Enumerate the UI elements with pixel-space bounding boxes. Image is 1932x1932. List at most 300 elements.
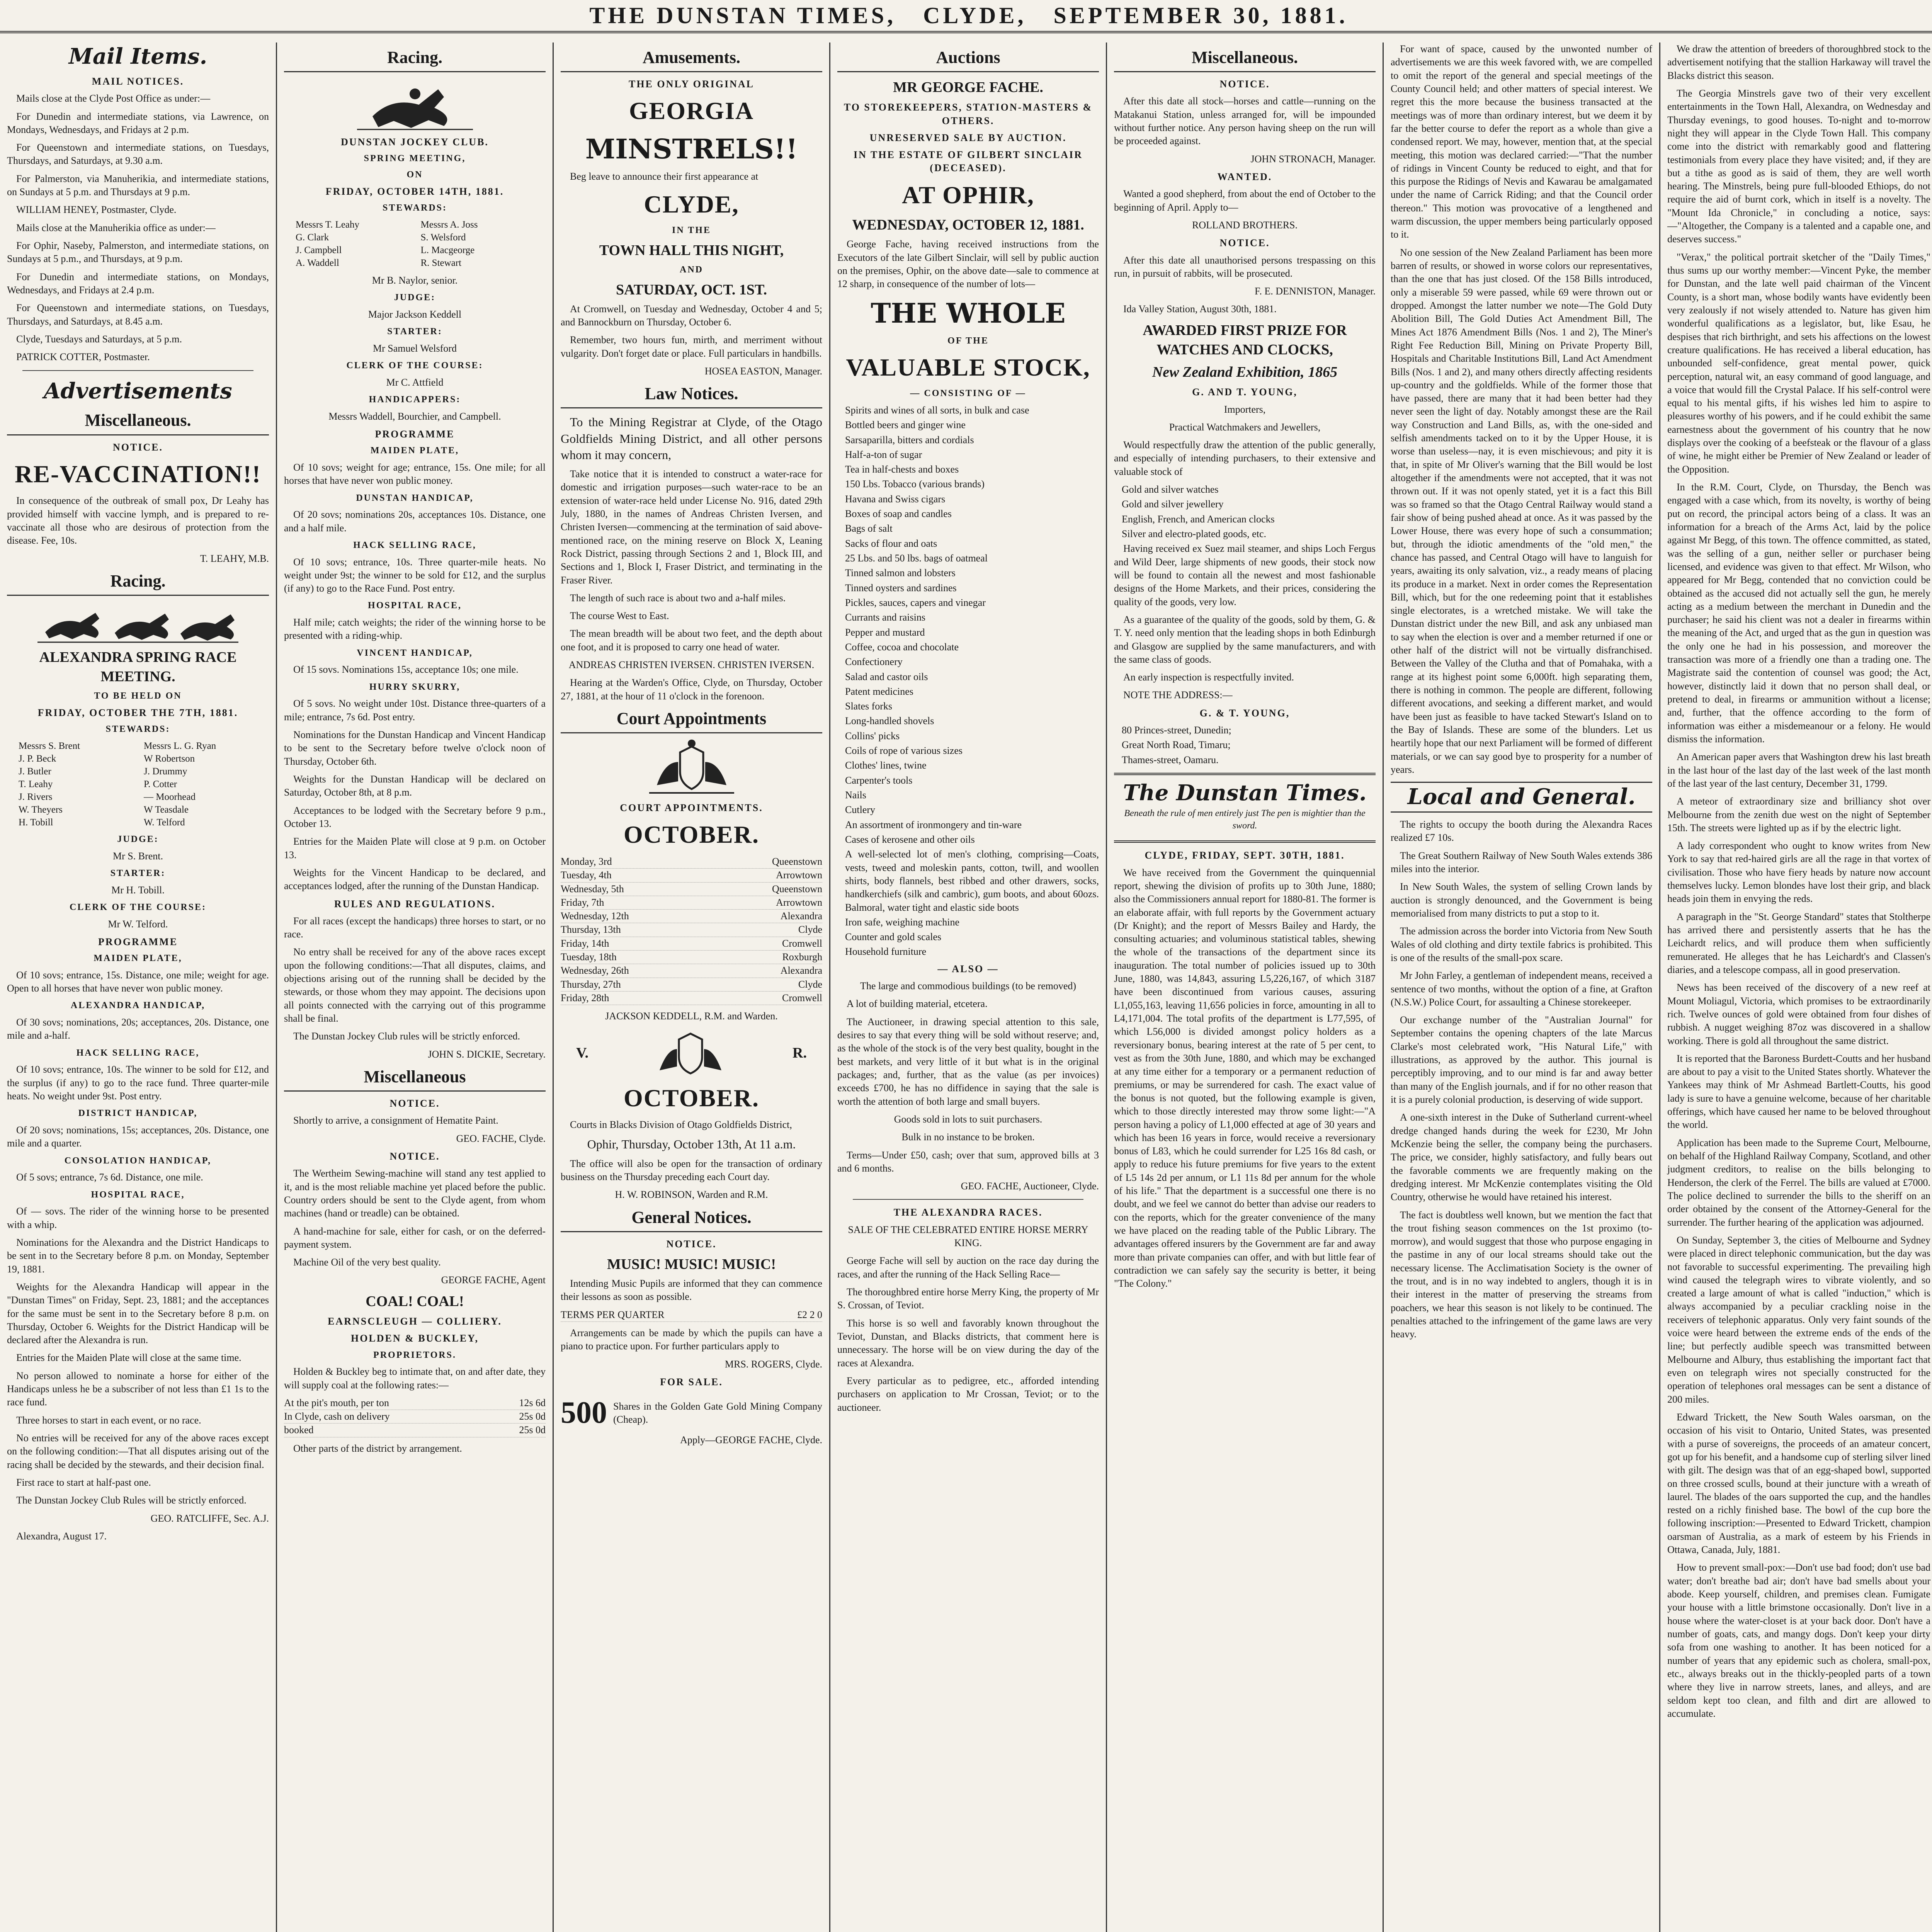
notice-title: NOTICE. (389, 1150, 440, 1162)
georgia-title: GEORGIA (629, 97, 754, 125)
court-sitting-label: Wednesday, 12th (561, 910, 629, 922)
court-sitting-value: Alexandra (780, 910, 822, 922)
mail-notice-line: For Dunedin and intermediate stations, via Lawrence, on Mondays, Wednesdays, and Fridays at 2 p.m. (7, 111, 269, 135)
news-item: An American paper avers that Washington drew his last breath in the last hour of the last day of the last week of the last month of the last year of the last century, December 31, 1799. (1667, 751, 1930, 789)
saturday-date: SATURDAY, OCT. 1ST. (616, 281, 767, 298)
editorial-dateline: CLYDE, FRIDAY, SEPT. 30TH, 1881. (1145, 850, 1345, 861)
race-conditions: Half mile; catch weights; the rider of the winning horse to be presented with a riding-whip. (284, 617, 546, 641)
alexandra-date: FRIDAY, OCTOBER THE 7TH, 1881. (37, 707, 238, 718)
editorial-paragraph: No one session of the New Zealand Parliament has been more barren of results, or showed in worse colors our representatives, than the one that has just closed. Of the 158 Bills introduced, only a miserable 59 were passed, while 69 were thrown out or dropped. Amongst the latter number we note—The Gold Duty Abolition Bill, The Gold Duties Act Amendment Bill, The Mines Act 1876 Amendment Bills (Nos. 1 and 2), The Miner's Right Fee Reduction Bill, Mining on Private Property Bill, Hospitals and Charitable Institutions Bill, Land Act Amendment Bills (Nos. 1 and 2), and many others directly affecting residents up-country and the goldfields. While of the former those that have passed, there are many that it had been better had they never seen the light of day. Notably amongst these are the Rail way Construction and Land Bills, as, with the one-sided and selfish amendments tacked on to it by the Upper House, it is worse than useless—nay, it is even mischievous; and pity it is that, in spite of Mr Oliver's warning that the Bill would be lost altogether if the amendments were not accepted, that it was not thrown out. If it was not openly stated, yet it is a fact this Bill was so framed so that the Otago Central Railway would stand a fair show of being pushed ahead at once. As it was passed by the Lower House, there was every hope of such a consummation; but, through the idiotic amendments of the "old men," the chance has passed, and Central Otago will have to languish for years, awaiting its only salvation, viz., a ready means of placing its produce in a market. Next in order comes the Representation Bill, which, but for the one redeeming point that it establishes single electorates, is a wretched mistake. We will take the Dunstan district under the new Bill, and ask any unbiased man to say when the election is over and a member returned if one or other half of the district will not be virtually disfranchised. Between the Valley of the Clutha and that of Pomahaka, with a range at its highest point some 6,000ft. high separating them, there is nothing in common. The people are different, following different avocations, and seeking a different market, and would have been just as feasible to have tacked Stewart's Island on to the Bay of Islands. These are some of the blunders. Let us heartily hope that our next Parliament will be formed of different materials, or we can say good bye to prosperity for a number of years. (1391, 247, 1652, 775)
valuable-stock: VALUABLE STOCK, (846, 353, 1090, 381)
trespass-notice: After this date all unauthorised persons trespassing on this run, in pursuit of rabbits, will be prosecuted. (1114, 254, 1376, 279)
minstrels-announce: Beg leave to announce their first appearance at (570, 171, 759, 182)
stewards-label: STEWARDS: (105, 724, 170, 735)
stock-item: Collins' picks (845, 730, 900, 742)
wertheim-signature: GEORGE FACHE, Agent (441, 1274, 546, 1286)
nz-exhibition: New Zealand Exhibition, 1865 (1152, 364, 1338, 381)
stock-item: Sarsaparilla, bitters and cordials (845, 434, 974, 446)
news-item: News has been received of the discovery of a new reef at Mount Moliagul, Victoria, which promises to be extraordinarily rich. Twelve ounces of gold were obtained from four dishes of rubbish. A nugget weighing 87oz was discovered in a shallow working. There is gold all throughout the same district. (1667, 982, 1930, 1046)
manuherikia-line: For Dunedin and intermediate stations, on Mondays, Wednesdays, and Fridays at 2.4 p.m. (7, 271, 269, 296)
mail-notice-line: For Queenstown and intermediate stations, on Tuesdays, Thursdays, and Saturdays, at 9.30 a.m. (7, 142, 269, 167)
column-4 (830, 43, 1106, 1932)
court-sittings (561, 855, 822, 1005)
court-sitting-value: Roxburgh (782, 951, 822, 963)
race-name: HURRY SKURRY, (369, 682, 461, 692)
race-name: CONSOLATION HANDICAP, (64, 1155, 212, 1166)
race-rule: No person allowed to nominate a horse for either of the Handicaps unless he be a subscriber of not less than £1 1s to the race fund. (7, 1370, 269, 1408)
in-the: IN THE (672, 225, 711, 236)
notice-title: NOTICE. (666, 1238, 717, 1250)
manuherikia-line: For Queenstown and intermediate stations, on Tuesdays, Thursdays, and Saturdays, at 8.45 a.m. (7, 302, 269, 327)
young-goods-list (1114, 483, 1376, 541)
gilbert-estate: IN THE ESTATE OF GILBERT SINCLAIR (DECEASED). (854, 149, 1083, 174)
minstrels-title: MINSTRELS!! (585, 133, 798, 165)
building-material: A lot of building material, etcetera. (847, 998, 988, 1010)
for-sale-title: FOR SALE. (660, 1376, 723, 1388)
young-guarantee: As a guarantee of the quality of the goods, sold by them, G. & T. Y. need only mention that the leading shops in both Edinburgh and Glasgow are supplied by the same manufacturers, and with the same class of goods. (1114, 614, 1376, 665)
rolland-signature: ROLLAND BROTHERS. (1192, 219, 1298, 231)
coal-rate (284, 1396, 546, 1410)
coal-title: COAL! COAL! (366, 1293, 464, 1310)
royal-arms-emblem (561, 739, 822, 797)
proprietors-label: PROPRIETORS. (373, 1350, 456, 1360)
steward-name: W Robertson (144, 753, 195, 764)
stock-item: Nails (845, 789, 866, 801)
judge-label: JUDGE: (117, 834, 159, 844)
vr-emblem (561, 1028, 822, 1078)
local-item: The rights to occupy the booth during the Alexandra Races realized £7 10s. (1391, 819, 1652, 844)
news-item: "Verax," the political portrait sketcher of the "Daily Times," thus sums up our worthy member:—Vincent Pyke, the member for Dunstan, and the late well paid chairman of the Vincent County, is a short man, whose bodily wants have evidently been very zealously if not wisely attended to. Nature has given him wonderful qualifications as a legislator, but, like Esau, he despises that rich birthright, and sets his affections on the lowest creature qualifications. He has received a liberal education, has unbounded self-confidence, great mental power, quick perception, natural wit, an easy command of good language, and a voice that would fill the Crystal Palace. If his self-control were equal to his mental gifts, if his wishes led him to aspire to pleasures worthy of his powers, and if he could exhibit the same earnestness about the government of his country that he now displays over the cooking of a beefsteak or the flavour of a glass of wine, he might either be Premier of New Zealand or leader of the Opposition. (1667, 251, 1930, 475)
race-name: VINCENT HANDICAP, (357, 648, 473, 658)
coal-rates (284, 1396, 546, 1437)
rogers-signature: MRS. ROGERS, Clyde. (724, 1358, 822, 1370)
awarded-title: AWARDED FIRST PRIZE FOR WATCHES AND CLOCKS, (1143, 322, 1347, 358)
hearing-text: Hearing at the Warden's Office, Clyde, on Thursday, October 27, 1881, at the hour of 11 o'clock in the forenoon. (561, 677, 822, 702)
horse-particulars: Every particular as to pedigree, etc., afforded intending purchasers on application to Mr Crossan, Teviot; or to the auctioneer. (837, 1375, 1099, 1413)
secretary-signature: JOHN S. DICKIE, Secretary. (428, 1048, 546, 1060)
steward-name: W. Telford (144, 817, 185, 828)
court-sitting (561, 923, 822, 937)
judge-label: JUDGE: (394, 293, 436, 303)
alexandra-meeting-title: ALEXANDRA SPRING RACE MEETING. (39, 649, 237, 685)
court-sitting-label: Thursday, 13th (561, 924, 621, 935)
stock-item: Confectionery (845, 656, 903, 668)
shepherd-ad: Wanted a good shepherd, from about the end of October to the beginning of April. Apply to— (1114, 188, 1376, 213)
manuherikia-line: PATRICK COTTER, Postmaster. (16, 351, 150, 363)
advertisements-heading: Advertisements (44, 378, 232, 404)
race-conditions: Of 5 sovs. No weight under 10st. Distance three-quarters of a mile; entrance, 7s 6d. Post entry. (284, 698, 546, 723)
naylor-name: Mr B. Naylor, senior. (372, 274, 458, 286)
stock-item: Cases of kerosene and other oils (845, 833, 975, 845)
race-name: DUNSTAN HANDICAP, (356, 493, 474, 503)
race-rule: The Dunstan Jockey Club Rules will be strictly enforced. (16, 1495, 247, 1506)
stock-item: Slates forks (845, 701, 893, 712)
steward-name: A. Waddell (296, 257, 339, 268)
stock-item: Iron safe, weighing machine (845, 916, 960, 928)
race-rule: Weights for the Alexandra Handicap will appear in the "Dunstan Times" on Friday, Sept. 23, 1881; and the acceptances for the same must be sent in to the Secretary before 8 p.m. on Thursday, October 6. Weights for the District Handicap will be declared after the Alexandra is run. (7, 1281, 269, 1346)
easton-signature: HOSEA EASTON, Manager. (704, 365, 822, 377)
stock-item: Pepper and mustard (845, 626, 925, 638)
auctioneer-note: The Auctioneer, in drawing special attention to this sale, desires to say that every thing will be sold without reserve; and, as the whole of the stock is of the very best quality, bought in the best markets, and very little of it but what is in the original packages; and, further, that as the value (as per invoices) exceeds £700, he has no diffidence in saying that the sale is worth the attention of both large and small buyers. (837, 1016, 1099, 1107)
music-terms (561, 1308, 822, 1322)
news-item: Edward Trickett, the New South Wales oarsman, on the occasion of his visit to Ontario, United States, was presented with a purse of sovereigns, the proceeds of an amateur concert, got up for his benefit, and a handsome cup of sterling silver lined with gilt. The design was that of an egg-shaped bowl, supported on three crossed sculls, bound at their juncture with a wreath of laurel. The blades of the oars supported the cup, and the handles rested on a richly finished base. The bowl of the cup bore the following inscription:—Presented to Edward Trickett, champion oarsman of Australia, as a mark of esteem by his Friends in Ottawa, Canada, July, 1881. (1667, 1411, 1930, 1556)
court-sitting-value: Cromwell (782, 937, 822, 949)
young-inspection: An early inspection is respectfully invited. (1123, 672, 1294, 683)
revaccination-title: RE-VACCINATION!! (15, 460, 261, 488)
court-sitting (561, 855, 822, 869)
news-item: A meteor of extraordinary size and brilliancy shot over Melbourne from the zenith due west on the night of September 15th. The streets were lighted up as if by the electric light. (1667, 796, 1930, 833)
hematite-signature: GEO. FACHE, Clyde. (456, 1133, 546, 1144)
coal-rate-label: At the pit's mouth, per ton (284, 1397, 389, 1408)
court-sitting (561, 910, 822, 923)
vr-v: V. (576, 1044, 589, 1061)
race-breadth: The mean breadth will be about two feet, and the depth about one foot, and it is proposed to carry one head of water. (561, 628, 822, 653)
sale-date: WEDNESDAY, OCTOBER 12, 1881. (852, 217, 1084, 233)
masthead (0, 0, 1932, 33)
clerk-label: CLERK OF THE COURSE: (69, 902, 207, 912)
alexandra-held-on: TO BE HELD ON (94, 691, 182, 701)
steward-name: Messrs L. G. Ryan (144, 740, 216, 751)
secretary-signature: GEO. RATCLIFFE, Sec. A.J. (150, 1512, 269, 1524)
remember-text: Remember, two hours fun, mirth, and merriment without vulgarity. Don't forget date or place. Full particulars in handbills. (561, 334, 822, 359)
local-item: The admission across the border into Victoria from New South Wales of old clothing and dirty textile fabrics is prohibited. This is one of the results of the small-pox scare. (1391, 925, 1652, 963)
paper-motto: Beneath the rule of men entirely just The pen is mightier than the sword. (1124, 808, 1366, 831)
stock-item: Havana and Swiss cigars (845, 493, 946, 505)
paper-name: The Dunstan Times. (1123, 780, 1367, 806)
fache-instructions: George Fache, having received instructions from the Executors of the late Gilbert Sinclair, will sell by public auction on the premises, Ophir, on the above date—sale to commence at 12 sharp, in consequence of the number of lots— (837, 238, 1099, 290)
of-the: OF THE (947, 336, 989, 346)
steward-name: J. Drummy (144, 766, 187, 777)
only-original: THE ONLY ORIGINAL (628, 78, 755, 90)
paper-nameplate (1114, 773, 1376, 843)
young-intro: Would respectfully draw the attention of the public generally, and especially of intending purchasers, to their extensive and valuable stock of (1114, 439, 1376, 477)
young-addresses (1114, 724, 1376, 767)
race-note: Acceptances to be lodged with the Secretary before 9 p.m., October 13. (284, 804, 546, 829)
wertheim-text: The Wertheim Sewing-machine will stand any test applied to it, and is the most reliable machine yet placed before the public. Country orders should be sent to the Clyde agent, from whom machines (hand or treadle) can be obtained. (284, 1168, 546, 1219)
steward-name: J. Butler (19, 766, 51, 777)
steward-name: J. P. Beck (19, 753, 56, 764)
court-sitting (561, 869, 822, 882)
racing-heading: Racing. (284, 46, 546, 72)
race-conditions: Of 5 sovs; entrance, 7s 6d. Distance, one mile. (16, 1172, 203, 1183)
matakanui-notice: After this date all stock—horses and cattle—running on the Matakanui Station, unless arranged for, will be impounded without further notice. Any person having sheep on the run will be proceeded against. (1114, 95, 1376, 147)
court-sitting-value: Arrowtown (776, 869, 822, 881)
steward-name: G. Clark (296, 232, 329, 243)
steward-name: S. Welsford (420, 232, 466, 243)
editorial-text (1391, 43, 1652, 776)
law-notices-heading: Law Notices. (561, 383, 822, 408)
hematite-text: Shortly to arrive, a consignment of Hematite Paint. (293, 1115, 498, 1126)
race-name: MAIDEN PLATE, (94, 953, 182, 964)
revaccination-signature: T. LEAHY, M.B. (200, 553, 269, 564)
masthead-title: THE DUNSTAN TIMES, (589, 2, 896, 28)
young-shipments: Having received ex Suez mail steamer, and ships Loch Fergus and Wild Deer, large shipments of new goods, their stock now will be found to contain all the newest and most fashionable designs of the Home Markets, and their prices, considering the quality of the goods, very low. (1114, 543, 1376, 607)
race-name: DISTRICT HANDICAP, (78, 1108, 198, 1119)
steward-name: Messrs A. Joss (420, 219, 478, 230)
stock-item: Clothes' lines, twine (845, 760, 927, 771)
stock-item: Sacks of flour and oats (845, 537, 937, 549)
crest-icon (652, 1028, 729, 1078)
race-rule: Entries for the Maiden Plate will close at the same time. (16, 1352, 242, 1364)
coal-rate-label: In Clyde, cash on delivery (284, 1411, 390, 1422)
programme-title: PROGRAMME (98, 936, 178, 947)
unreserved-sale: UNRESERVED SALE BY AUCTION. (869, 132, 1067, 143)
race-name: HOSPITAL RACE, (91, 1189, 185, 1200)
robinson-signature: H. W. ROBINSON, Warden and R.M. (615, 1189, 768, 1201)
stock-item: Household furniture (845, 946, 927, 957)
iversen-signature: ANDREAS CHRISTEN IVERSEN. CHRISTEN IVERSEN. (568, 659, 815, 671)
clerk-name: Mr C. Attfield (386, 376, 444, 388)
news-item: How to prevent small-pox:—Don't use bad food; don't use bad water; don't breathe bad air; don't have bad smells about your abode. Keep yourself, children, and premises clean. Fumigate your house with a little brimstone occasionally. Don't live in a house where the water-closet is at your back door. Don't have a number of goats, cats, and mangy dogs. Don't keep your dirty sofa from one washing to another. It has been noticed for a number of years that any epidemic such as cholera, small-pox, etc., always breaks out in the thickly-peopled parts of a town where they live in narrow streets, lanes, and alleys, and are seldom kept too clean, and filth and dirt are allowed to accumulate. (1667, 1562, 1930, 1719)
buildings-text: The large and commodious buildings (to be removed) (860, 980, 1077, 992)
race-conditions: Of 10 sovs; weight for age; entrance, 15s. One mile; for all horses that have never won public money. (284, 461, 546, 486)
starter-name: Mr Samuel Welsford (373, 342, 457, 354)
sale-horse-title: SALE OF THE CELEBRATED ENTIRE HORSE MERRY KING. (848, 1224, 1088, 1249)
water-race-notice: Take notice that it is intended to construct a water-race for domestic and irrigation purposes—such water-race to be an extension of water-race held under License No. 916, dated 29th July, 1880, in the names of Andreas Christen Iversen, and Christen Iversen—commencing at the termination of said above-mentioned race, on the mining reserve on Block X, Leaning Rock District, passing through Sections 2 and 1, Block III, and Sections and 1, Block I, Fraser District, and terminating in the Fraser River. (561, 468, 822, 586)
column-5 (1107, 43, 1383, 1932)
young-address: Great North Road, Timaru; (1122, 739, 1231, 751)
news-item: Application has been made to the Supreme Court, Melbourne, on behalf of the Highland Railway Company, Scotland, and other judgment creditors, to realise on the bills belonging to Henderson, the clerk of the Ferrel. The bills are valued at £7000. The police declined to surrender the bills to the sheriff on an order obtained by the consent of the Attorney-General for the surrender. The further hearing of the application was adjourned. (1667, 1137, 1930, 1228)
court-sitting-value: Clyde (798, 978, 822, 990)
notice-title: NOTICE. (389, 1098, 440, 1109)
masthead-place: CLYDE, (923, 2, 1027, 28)
steward-name: J. Campbell (296, 245, 342, 255)
race-programme (7, 952, 269, 1231)
young-name-2: G. & T. YOUNG, (1199, 707, 1290, 719)
mail-notice-line: Mails close at the Clyde Post Office as under:— (16, 93, 211, 104)
merry-king-text: The thoroughbred entire horse Merry King, the property of Mr S. Crossan, of Teviot. (837, 1286, 1099, 1311)
auctions-heading: Auctions (837, 46, 1099, 72)
steward-name: — Moorhead (144, 791, 196, 802)
shares-ad (561, 1393, 822, 1434)
terms-value: £2 2 0 (797, 1309, 822, 1320)
cromwell-dates: At Cromwell, on Tuesday and Wednesday, October 4 and 5; and Bannockburn on Thursday, October 6. (561, 303, 822, 328)
court-sitting-value: Queenstown (772, 855, 822, 867)
court-appointments-heading: Court Appointments (561, 707, 822, 733)
stronach-signature: JOHN STRONACH, Manager. (1250, 153, 1376, 165)
judge-name: Major Jackson Keddell (368, 308, 462, 320)
court-sitting (561, 951, 822, 964)
horse-race-engraving (7, 601, 269, 644)
steward-name: J. Rivers (19, 791, 53, 802)
court-sitting-label: Friday, 14th (561, 937, 609, 949)
revaccination-text: In consequence of the outbreak of small pox, Dr Leahy has provided himself with vaccine lymph, and is prepared to re-vaccinate all those who are desirous of protection from the disease. Fee, 10s. (7, 495, 269, 546)
stock-item: 150 Lbs. Tobacco (various brands) (845, 478, 985, 490)
race-rule: No entries will be received for any of the above races except on the following condition:—That all disputes arising out of the racing shall be decided by the stewards, and their decision final. (7, 1432, 269, 1470)
registrar-address: To the Mining Registrar at Clyde, of the Otago Goldfields Mining District, and all other persons whom it may concern, (561, 415, 822, 462)
local-item: The Great Southern Railway of New South Wales extends 386 miles into the interior. (1391, 850, 1652, 875)
steward-name: R. Stewart (420, 257, 462, 268)
column-3 (554, 43, 829, 1932)
local-general-heading: Local and General. (1391, 782, 1652, 813)
stock-item: Pickles, sauces, capers and vinegar (845, 597, 986, 608)
young-goods-item: Silver and electro-plated goods, etc. (1122, 528, 1266, 540)
horse-sale-text: George Fache will sell by auction on the race day during the races, and after the running of the Hack Selling Race— (837, 1255, 1099, 1280)
stock-item: Coffee, cocoa and chocolate (845, 641, 959, 653)
jockey-engraving (284, 78, 546, 132)
wertheim-sale: A hand-machine for sale, either for cash, or on the deferred-payment system. (284, 1225, 546, 1250)
court-sitting (561, 883, 822, 896)
race-name: HOSPITAL RACE, (368, 600, 462, 611)
race-conditions: Of 15 sovs. Nominations 15s, acceptance 10s; one mile. (293, 664, 519, 675)
young-goods-item: Gold and silver watches (1122, 484, 1219, 495)
clerk-label: CLERK OF THE COURSE: (346, 361, 483, 371)
court-appointments-title: COURT APPOINTMENTS. (620, 802, 763, 814)
court-sitting-label: Monday, 3rd (561, 855, 612, 867)
importers-label: Importers, (1224, 403, 1266, 415)
race-conditions: Of 10 sovs; entrance, 10s. The winner to be sold for £12, and the surplus (if any) to go to the race fund. Three quarter-mile heats. No weight under 9st. Post entry. (7, 1064, 269, 1102)
column-7 (1660, 43, 1932, 1932)
general-notices-heading: General Notices. (561, 1206, 822, 1232)
stock-item: Coils of rope of various sizes (845, 745, 963, 757)
race-rule: For all races (except the handicaps) three horses to start, or no race. (284, 915, 546, 940)
local-item: A one-sixth interest in the Duke of Sutherland current-wheel dredge changed hands during the week for £230, Mr John McKenzie being the seller, the company being the purchasers. The price, we consider, highly satisfactory, and fully bears out the favorable comments we are frequently making on the dredging interest. Mr McKenzie contemplates visiting the Old Country, otherwise he would have retained his interest. (1391, 1112, 1652, 1203)
stock-item: Patent medicines (845, 685, 913, 697)
young-goods-item: Gold and silver jewellery (1122, 498, 1224, 510)
court-sitting-label: Wednesday, 26th (561, 965, 629, 976)
holden-text: Holden & Buckley beg to intimate that, on and after date, they will supply coal at the following rates:— (284, 1366, 546, 1391)
coal-rate-value: 12s 6d (519, 1397, 546, 1408)
news-item: We draw the attention of breeders of thoroughbred stock to the advertisement notifying that the stallion Harkaway will travel the Blacks district this season. (1667, 43, 1930, 81)
stock-item: Long-handled shovels (845, 715, 934, 727)
court-sitting (561, 964, 822, 978)
goods-lots: Goods sold in lots to suit purchasers. (894, 1113, 1043, 1125)
fache-title: MR GEORGE FACHE. (893, 79, 1043, 96)
court-sitting-value: Arrowtown (776, 896, 822, 908)
manuherikia-line: Clyde, Tuesdays and Saturdays, at 5 p.m. (16, 333, 182, 345)
steward-name: W Teasdale (144, 804, 189, 815)
news-items (1667, 43, 1930, 1720)
news-item: A lady correspondent who ought to know writes from New York to say that red-haired girls are all the rage in that vortex of civilisation. Those who have fiery heads by nature now account themselves lucky. Lemon blondes have lost their grip, and black heads join them in envying the reds. (1667, 840, 1930, 905)
race-rules (284, 915, 546, 1043)
news-item: It is reported that the Baroness Burdett-Coutts and her husband are about to pay a visit to the United States shortly. Whatever the Yankees may think of Mr Ashmead Bartlett-Coutts, his good lady is sure to have a genuine welcome, because of her charitable offerings, which have caused her name to be beloved throughout the world. (1667, 1053, 1930, 1131)
court-sitting-label: Tuesday, 18th (561, 951, 617, 963)
steward-name: L. Macgeorge (420, 245, 475, 255)
clyde-title: CLYDE, (644, 190, 739, 218)
arrangements-text: Arrangements can be made by which the pupils can have a piano to practice upon. For further particulars apply to (561, 1327, 822, 1352)
column-2 (277, 43, 553, 1932)
programme-title: PROGRAMME (375, 428, 455, 440)
alexandra-races-title: THE ALEXANDRA RACES. (893, 1207, 1043, 1218)
ida-valley-date: Ida Valley Station, August 30th, 1881. (1123, 303, 1277, 315)
mail-notices-title: MAIL NOTICES. (92, 75, 184, 87)
steward-name: H. Tobill (19, 817, 53, 828)
race-conditions: Of — sovs. The rider of the winning horse to be presented with a whip. (7, 1206, 269, 1230)
keddell-signature: JACKSON KEDDELL, R.M. and Warden. (605, 1010, 778, 1022)
town-hall: TOWN HALL THIS NIGHT, (599, 242, 784, 259)
local-item: The fact is doubtless well known, but we mention the fact that the trout fishing season commences on the 1st proximo (to-morrow), and would suggest that those who purpose engaging in the pastime in any of our local streams should take out the necessary license. The Acclimatisation Society is the owner of the trout, and is in no way indebted to anglers, though it is in their interest in the matter of preserving the streams from poachers, we hear this season is not likely to be continued. The penalties attached to the infringement of the game laws are very heavy. (1391, 1209, 1652, 1340)
starter-label: STARTER: (110, 868, 166, 878)
court-sitting-label: Tuesday, 4th (561, 869, 612, 881)
terms-text: Terms—Under £50, cash; over that sum, approved bills at 3 and 6 months. (837, 1149, 1099, 1174)
stock-item: Bags of salt (845, 523, 893, 534)
stock-item: Tea in half-chests and boxes (845, 464, 959, 475)
starter-label: STARTER: (387, 327, 442, 337)
race-rule: Three horses to start in each event, or no race. (16, 1414, 201, 1426)
column-6 (1384, 43, 1659, 1932)
notice-title: NOTICE. (1219, 237, 1270, 249)
vr-r: R. (793, 1044, 807, 1061)
news-item: The Georgia Minstrels gave two of their very excellent entertainments in the Town Hall, Alexandra, on Wednesday and Thursday evenings, to good houses. To-night and to-morrow night they will appear in the Clyde Town Hall. This company come into the district with remarkably good and flattering testimonials from every place they have visited; and, if they are but a tithe as good as is said of them, they are well worth hearing. The Minstrels, being pure full-blooded Ethiops, do not require the aid of burnt cork, which in itself is a novelty. The "Mount Ida Chronicle," in concluding a notice, says:—"Altogether, the Company is a talented and a capable one, and deserves success." (1667, 87, 1930, 245)
race-conditions: Of 20 sovs; nominations, 15s; acceptances, 20s. Distance, one mile and a quarter. (7, 1124, 269, 1149)
race-name: ALEXANDRA HANDICAP, (70, 1000, 206, 1011)
wertheim-oil: Machine Oil of the very best quality. (293, 1257, 441, 1268)
editorial-paragraph: For want of space, caused by the unwonted number of advertisements we are this week favored with, we are compelled to omit the report of the general and special meetings of the County Council held; and other matters of special interest. We regret this the more because the business transacted at the meetings was of more than ordinary interest, but we deem it by far the better course to defer the report as a whole than give a condensed report. We may, however, mention that, at the special meeting, this motion was declared carried:—"That the number of ridings in Vincent County be reduced to eight, and that for this purpose the Ridings of Nevis and Kawarau be amalgamated under the name of Carrick Riding; and that the Council order thereon." This motion was provocative of a lengthened and warm discussion, the upper members being particularly opposed to it. (1391, 43, 1652, 240)
court-sitting (561, 937, 822, 951)
race-programme (284, 445, 546, 724)
manuherikia-line: For Ophir, Naseby, Palmerston, and intermediate stations, on Sundays at 5 p.m., and Thursdays, at 9 p.m. (7, 240, 269, 265)
colliery-name: EARNSCLEUGH — COLLIERY. (328, 1315, 502, 1327)
race-length: The length of such race is about two and a-half miles. (570, 592, 786, 604)
court-sitting-label: Friday, 7th (561, 896, 604, 908)
race-rule: Nominations for the Alexandra and the District Handicaps to be sent in to the Secretary before 8 p.m. on Monday, September 19, 1881. (7, 1236, 269, 1275)
race-conditions: Of 10 sovs; entrance, 15s. Distance, one mile; weight for age. Open to all horses that have never won public money. (7, 969, 269, 994)
stewards-list (19, 740, 269, 829)
coal-rate-value: 25s 0d (519, 1411, 546, 1422)
stock-item: Salad and castor oils (845, 671, 928, 682)
stock-item: An assortment of ironmongery and tin-ware (845, 819, 1022, 830)
meeting-date: FRIDAY, OCTOBER 14TH, 1881. (325, 185, 504, 197)
the-whole: THE WHOLE (871, 297, 1066, 329)
news-item: In the R.M. Court, Clyde, on Thursday, the Bench was engaged with a case which, from its novelty, is worthy of being put on record, the principal actors being of a class. It was an information for a breach of the Arms Act, laid by the police against Mr Begg, of this town. The offence committed, as stated, was the selling of a gun, neither seller or purchaser being licensed, and evidence was given to that effect. Mr Wilson, who appeared for Mr Begg, contended that no conviction could be obtained as the accused did not actually sell the gun, he merely acting as a medium between the merchant in Dunedin and the purchaser; he said his client was not a dealer in firearms within the meaning of the Act, and urged that as the gun in question was the only one he had in his possession, and moreover the transaction was more of a friendly one than a trading one. The Magistrate said the contention of counsel was good; the Act, however, distinctly laid it down that no person shall deal, or pretend to deal, in firearms or ammunition without a license; and, further, that the offence according to the form of information was either a misdemeanour or a felony. He would dismiss the information. (1667, 481, 1930, 745)
amusements-heading: Amusements. (561, 46, 822, 72)
stock-item: Carpenter's tools (845, 774, 913, 786)
editorial-text (1114, 866, 1376, 1291)
local-item: Our exchange number of the "Australian Journal" for September contains the opening chapters of the late Marcus Clarke's most celebrated work, "His Natural Life," with illustrations, as approved by the author. This journal is perceptibly improving, and to our mind is far and away better than many of the English journals, and if for no other reason that it is a purely colonial production, is deserving of wide support. (1391, 1014, 1652, 1105)
court-sitting (561, 978, 822, 992)
apply-fache: Apply—GEORGE FACHE, Clyde. (680, 1434, 822, 1446)
office-open-text: The office will also be open for the transaction of ordinary business on the Thursday preceding each Court day. (561, 1158, 822, 1182)
race-conditions: Of 10 sovs; entrance, 10s. Three quarter-mile heats. No weight under 9st; the winner to be sold for £12, and the surplus (if any) to go to the Race Fund. Post entry. (284, 556, 546, 594)
music-title: MUSIC! MUSIC! MUSIC! (607, 1256, 776, 1272)
local-items (1391, 818, 1652, 1341)
coal-rate (284, 1410, 546, 1423)
other-parts-text: Other parts of the district by arrangement. (293, 1442, 462, 1454)
stewards-label: STEWARDS: (382, 203, 447, 213)
wanted-title: WANTED. (1217, 171, 1272, 182)
shares-text: Shares in the Golden Gate Gold Mining Company (Cheap). (613, 1400, 822, 1425)
handicappers-names: Messrs Waddell, Bourchier, and Campbell. (328, 410, 501, 422)
terms-row (561, 1308, 822, 1322)
stock-item: Bottled beers and ginger wine (845, 419, 966, 431)
local-item: In New South Wales, the system of selling Crown lands by auction is strongly denounced, and the Government is being memorialised from many districts to put a stop to it. (1391, 881, 1652, 919)
stock-item: Tinned oysters and sardines (845, 582, 957, 594)
young-name: G. AND T. YOUNG, (1192, 386, 1298, 398)
column-1 (0, 43, 276, 1932)
miscellaneous-heading: Miscellaneous. (1114, 46, 1376, 72)
court-sitting-label: Thursday, 27th (561, 978, 621, 990)
race-notes (284, 728, 546, 893)
race-rules (7, 1236, 269, 1507)
race-conditions: Of 30 sovs; nominations, 20s; acceptances, 20s. Distance, one mile and a-half. (7, 1017, 269, 1041)
young-goods-item: English, French, and American clocks (1122, 513, 1275, 525)
shares-number: 500 (561, 1396, 607, 1430)
steward-name: W. Theyers (19, 804, 63, 815)
local-item: Mr John Farley, a gentleman of independent means, received a sentence of two months, without the option of a fine, at Grafton (N.S.W.) Police Court, for assaulting a Chinese storekeeper. (1391, 970, 1652, 1008)
notice-title: NOTICE. (112, 441, 163, 453)
stewards-list (296, 218, 546, 269)
steward-name: P. Cotter (144, 779, 177, 789)
coal-rate (284, 1423, 546, 1437)
mail-items-heading: Mail Items. (68, 44, 207, 69)
miscellaneous-heading: Miscellaneous. (7, 409, 269, 435)
news-item: A paragraph in the "St. George Standard" states that Stoltherpe has arrived there and persistently asserts that he has the Leichardt relics, and will produce them when sufficiently remunerated. He alleges that he has Leichardt's and Classen's diaries, and a telescope compass, all in good preservation. (1667, 911, 1930, 975)
mail-notices-text (7, 92, 269, 217)
stock-item: 25 Lbs. and 50 lbs. bags of oatmeal (845, 553, 988, 564)
young-address: 80 Princes-street, Dunedin; (1122, 724, 1231, 736)
ophir-sitting: Ophir, Thursday, October 13th, At 11 a.m. (587, 1137, 796, 1151)
manuherikia-line: Mails close at the Manuherikia office as under:— (16, 222, 216, 233)
